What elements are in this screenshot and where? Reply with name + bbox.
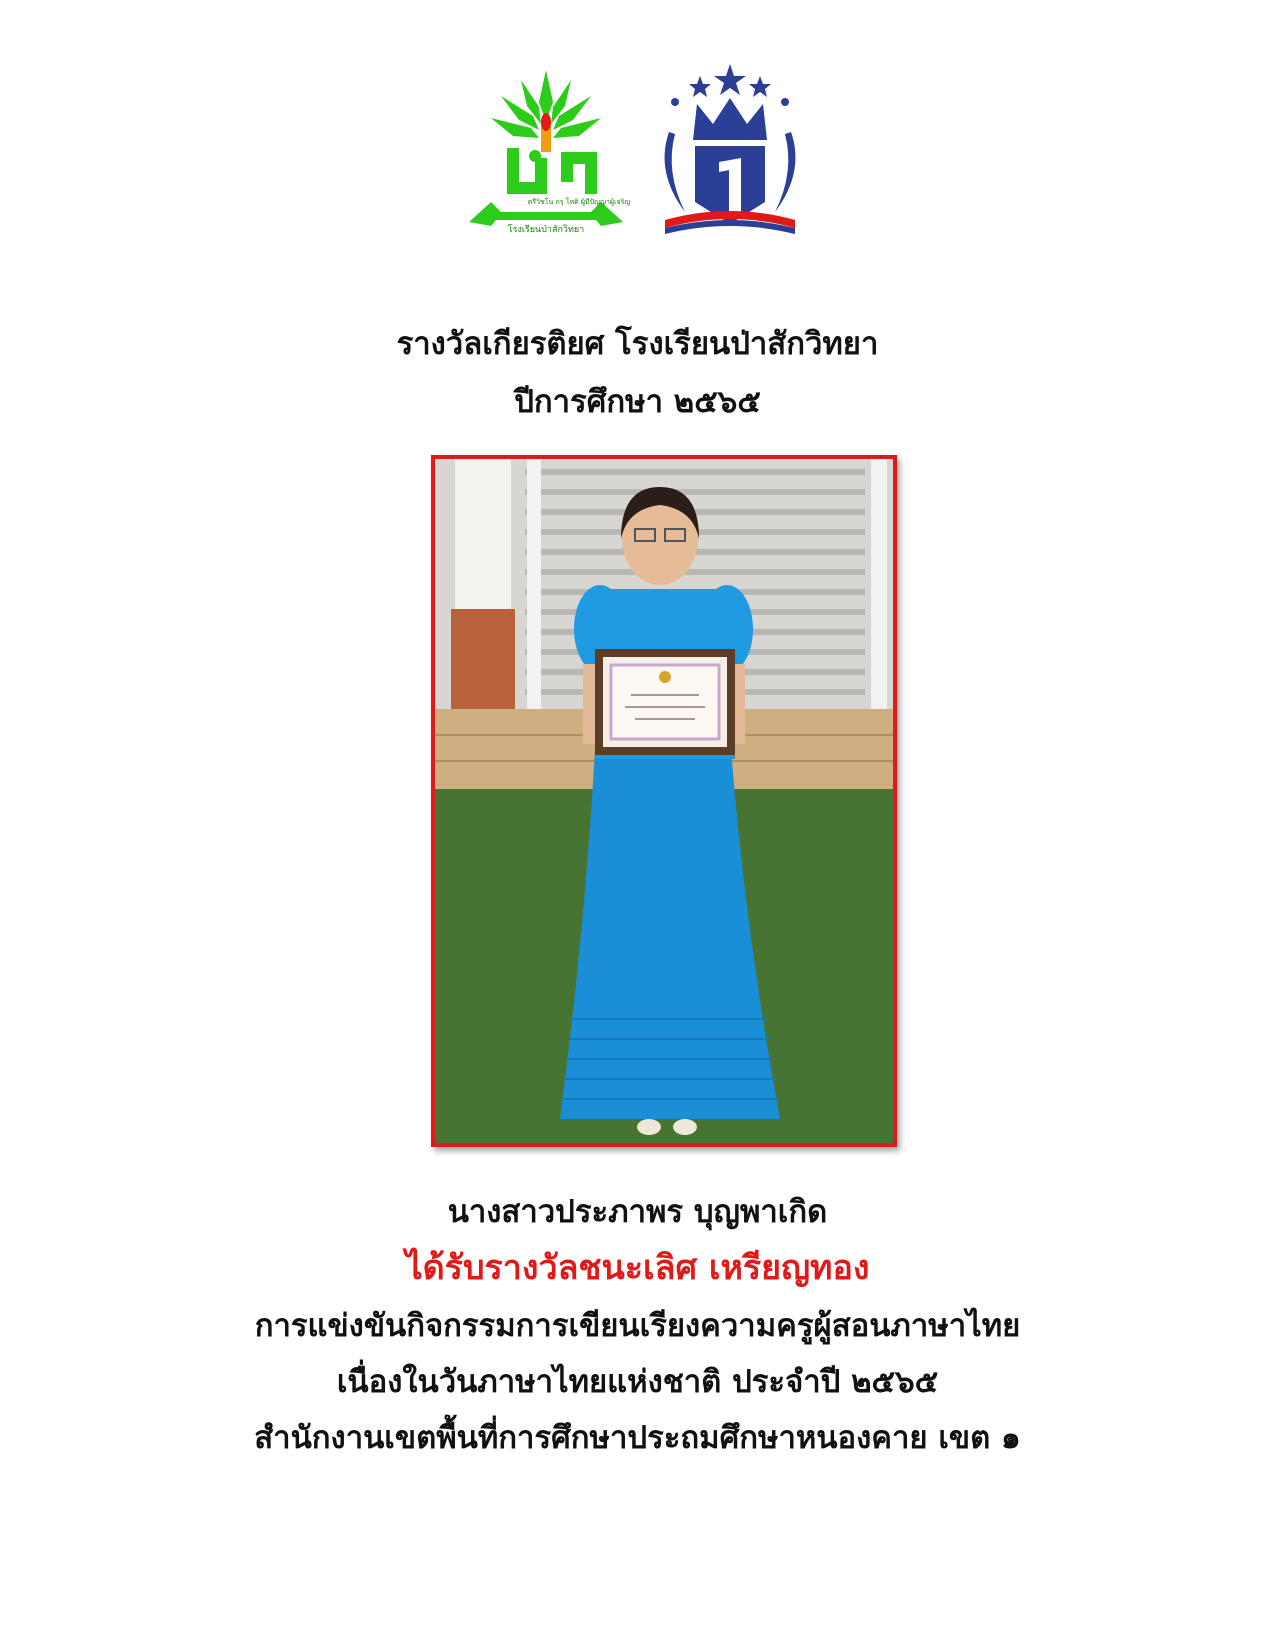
logo-row [0,62,1275,242]
award-title: ได้รับรางวัลชนะเลิศ เหรียญทอง [405,1248,870,1288]
awardee-name: นางสาวประภาพร บุญพาเกิด [447,1194,828,1230]
organizer-line: สำนักงานเขตพื้นที่การศึกษาประถมศึกษาหนองคาย เขต ๑ [254,1420,1021,1456]
crown-book-emblem-icon [645,62,815,242]
school-logo-motto: ตรีวิชโน กรุ โหติ ผู้มีปัญญาผู้เจริญ [527,198,630,206]
school-crest-icon [461,62,631,242]
honor-title: รางวัลเกียรติยศ โรงเรียนป่าสักวิทยา [396,326,879,362]
award-photo [431,455,897,1147]
academic-year: ปีการศึกษา ๒๕๖๕ [514,384,761,420]
competition-name: การแข่งขันกิจกรรมการเขียนเรียงความครูผู้สอนภาษาไทย [254,1308,1021,1344]
teacher-photo [435,459,893,1143]
occasion-line: เนื่องในวันภาษาไทยแห่งชาติ ประจำปี ๒๕๖๕ [336,1364,939,1400]
school-logo-banner: โรงเรียนป่าสักวิทยา [507,225,584,235]
